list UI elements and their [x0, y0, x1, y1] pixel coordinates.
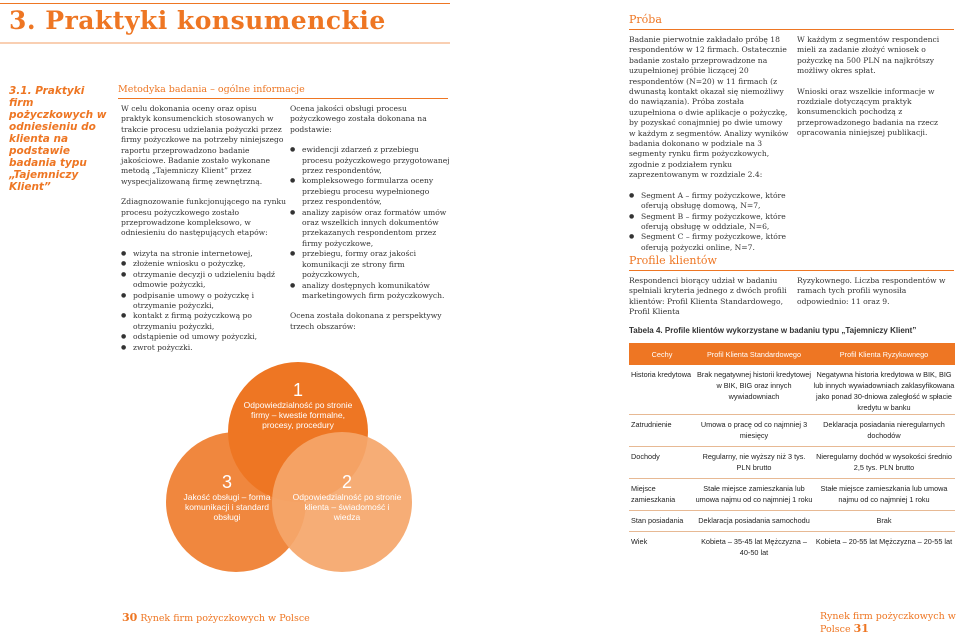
- proba-column-2: [797, 35, 957, 139]
- table-row: [629, 511, 955, 532]
- method-column-1: [121, 104, 286, 353]
- header-rule: [0, 3, 450, 4]
- list-item: ● Segment B – firmy pożyczkowe, które oferują obsługę w oddziale, N=6,: [629, 212, 791, 233]
- profile-column-1: [629, 276, 791, 318]
- list-item: ● analizy zapisów oraz formatów umów oraz wszelkich innych dokumentów przekazanych respondentom przez firmy pożyczkowe,: [290, 208, 450, 250]
- proba-rule: [629, 29, 954, 30]
- paragraph: Badanie pierwotnie zakładało próbę 18 respondentów w 12 firmach. Ostatecznie badanie zostało przeprowadzone na uzupełnionej próbie liczącej 20 respondentów (N=20) w 11 firmach (z dwunastą kontakt okazał się niemożliwy do nawiązania). Próba została uzupełniona o dwie aplikacje o pożyczkę, by pozyskać conajmniej po dwie umowy w każdym z segmentów. Analizy wyników badania dokonano w podziale na 3 segmenty rynku firm pożyczkowych, zgodnie z podziałem rynku zaprezentowanym w rozdziale 2.4:: [629, 35, 789, 180]
- profile-title: Profile klientów: [629, 254, 717, 267]
- profiles-table: [629, 343, 955, 563]
- list-item: ● otrzymanie decyzji o udzieleniu bądź odmowie pożyczki,: [121, 270, 286, 291]
- page-title: 3. Praktyki konsumenckie: [9, 6, 386, 35]
- list-item: ● analizy dostępnych komunikatów marketingowych firm pożyczkowych.: [290, 281, 450, 302]
- table-cell: Zatrudnienie: [631, 420, 672, 429]
- list-item: ● przebiegu, formy oraz jakości komunikacji ze strony firm pożyczkowych,: [290, 249, 450, 280]
- table-cell: Dochody: [631, 452, 660, 461]
- table-row: [629, 479, 955, 511]
- proba-column-1: [629, 35, 791, 253]
- list-item: ● kontakt z firmą pożyczkową po otrzymaniu pożyczki,: [121, 311, 286, 332]
- table-cell: Kobieta – 20-55 lat Mężczyzna – 20-55 lat: [815, 537, 953, 546]
- venn-label-1: [238, 380, 358, 430]
- table-caption: Tabela 4. Profile klientów wykorzystane w badaniu typu „Tajemniczy Klient”: [629, 326, 917, 335]
- venn-text: Jakość obsługi – forma komunikacji i standard obsługi: [183, 492, 271, 522]
- paragraph: W celu dokonania oceny oraz opisu praktyk konsumenckich stosowanych w trakcie procesu udzielania pożyczki przez firmy pożyczkowe na potrzeby niniejszego raportu przeprowadzono badanie jakościowe. Badanie zostało wykonane metodą „Tajemniczy Klient” przez wyspecjalizowaną firmę zewnętrzną.: [121, 104, 284, 186]
- footer-right: [820, 611, 959, 635]
- column-header: Profil Klienta Standardowego: [706, 349, 802, 359]
- basis-list: [290, 145, 450, 301]
- table-cell: Miejsce zamieszkania: [631, 484, 676, 504]
- table-cell: Umowa o pracę od co najmniej 3 miesięcy: [700, 420, 808, 440]
- list-item: ● złożenie wniosku o pożyczkę,: [121, 259, 286, 269]
- table-header: [629, 343, 955, 365]
- list-item: ● odstąpienie od umowy pożyczki,: [121, 332, 286, 342]
- venn-diagram: [118, 360, 438, 580]
- paragraph: Ocena została dokonana z perspektywy trzech obszarów:: [290, 311, 442, 331]
- paragraph: Ryzykownego. Liczba respondentów w ramach tych profili wynosiła odpowiednio: 11 oraz 9.: [797, 276, 946, 306]
- table-cell: Kobieta – 35-45 lat Mężczyzna – 40-50 lat: [701, 537, 807, 557]
- column-header: Cechy: [651, 349, 673, 359]
- venn-text: Odpowiedzialność po stronie klienta – świadomość i wiedza: [292, 492, 402, 522]
- list-item: ● zwrot pożyczki.: [121, 343, 286, 353]
- page-number: 30: [122, 611, 138, 624]
- footer-text: Rynek firm pożyczkowych w Polsce: [140, 613, 310, 624]
- table-cell: Stałe miejsce zamieszkania lub umowa najmu od co najmniej 1 roku: [820, 484, 948, 504]
- venn-number: 2: [341, 472, 352, 492]
- method-column-2: [290, 104, 450, 332]
- list-item: ● Segment C – firmy pożyczkowe, które oferują pożyczki online, N=7.: [629, 232, 791, 253]
- method-title: Metodyka badania – ogólne informacje: [118, 84, 305, 95]
- paragraph: Ocena jakości obsługi procesu pożyczkowego została dokonana na podstawie:: [290, 104, 427, 134]
- venn-number: 3: [221, 472, 232, 492]
- table-cell: Stałe miejsce zamieszkania lub umowa najmu od co najmniej 1 roku: [695, 484, 813, 504]
- title-underline: [0, 42, 450, 44]
- venn-text: Odpowiedzialność po stronie firmy – kwestie formalne, procesy, procedury: [243, 400, 353, 430]
- table-row: [629, 415, 955, 447]
- profile-column-2: [797, 276, 957, 307]
- paragraph: Wnioski oraz wszelkie informacje w rozdziale dotyczącym praktyk konsumenckich pochodzą z przeprowadzonego badania na rzecz opracowania niniejszej publikacji.: [797, 86, 938, 138]
- venn-label-2: [292, 472, 402, 522]
- table-cell: Regularny, nie wyższy niż 3 tys. PLN brutto: [702, 452, 806, 472]
- table-cell: Brak negatywnej historii kredytowej w BIK, BIG oraz innych wywiadowniach: [697, 370, 811, 401]
- venn-label-3: [172, 472, 282, 522]
- table-cell: Historia kredytowa: [631, 370, 692, 379]
- table-cell: Brak: [876, 516, 892, 525]
- table-cell: Nieregularny dochód w wysokości średnio 2,5 tys. PLN brutto: [816, 452, 952, 472]
- paragraph: Respondenci biorący udział w badaniu spełniali kryteria jednego z dwóch profili klientów: Profil Klienta Standardowego, Profil Klienta: [629, 276, 787, 317]
- profile-rule: [629, 270, 954, 271]
- section-heading: 3.1. Praktyki firm pożyczkowych w odniesieniu do klienta na podstawie badania typu „Tajemniczy Klient”: [9, 85, 107, 193]
- list-item: ● kompleksowego formularza oceny przebiegu procesu wypełnionego przez respondentów,: [290, 176, 450, 207]
- list-item: ● ewidencji zdarzeń z przebiegu procesu pożyczkowego przygotowanej przez respondentów,: [290, 145, 450, 176]
- list-item: ● podpisanie umowy o pożyczkę i otrzymanie pożyczki,: [121, 291, 286, 312]
- method-rule: [118, 98, 448, 99]
- table-row: [629, 532, 955, 563]
- table-row: [629, 365, 955, 415]
- paragraph: W każdym z segmentów respondenci mieli za zadanie złożyć wniosek o pożyczkę na 500 PLN na najkrótszy możliwy okres spłat.: [797, 35, 940, 76]
- list-item: ● Segment A – firmy pożyczkowe, które oferują obsługę domową, N=7,: [629, 191, 791, 212]
- column-header: Profil Klienta Ryzykownego: [839, 349, 929, 359]
- venn-number: 1: [292, 380, 303, 400]
- paragraph: Zdiagnozowanie funkcjonującego na rynku procesu pożyczkowego zostało przeprowadzone kompleksowo, w odniesieniu do następujących etapów:: [121, 197, 287, 238]
- list-item: ● wizyta na stronie internetowej,: [121, 249, 286, 259]
- page-number: 31: [853, 622, 869, 635]
- table-cell: Negatywna historia kredytowa w BIK, BIG lub innych wywiadowniach zaklasyfikowana jako ponad 30-dniowa zaległość w spłacie kredytu w banku: [813, 370, 955, 412]
- segment-list: [629, 191, 791, 253]
- footer-left: [122, 611, 310, 624]
- footer-text: Rynek firm pożyczkowych w Polsce: [820, 611, 956, 635]
- table-cell: Stan posiadania: [631, 516, 684, 525]
- table-row: [629, 447, 955, 479]
- table-cell: Wiek: [631, 537, 648, 546]
- table-cell: Deklaracja posiadania nieregularnych dochodów: [823, 420, 945, 440]
- proba-title: Próba: [629, 13, 662, 26]
- stage-list: [121, 249, 286, 353]
- table-cell: Deklaracja posiadania samochodu: [698, 516, 810, 525]
